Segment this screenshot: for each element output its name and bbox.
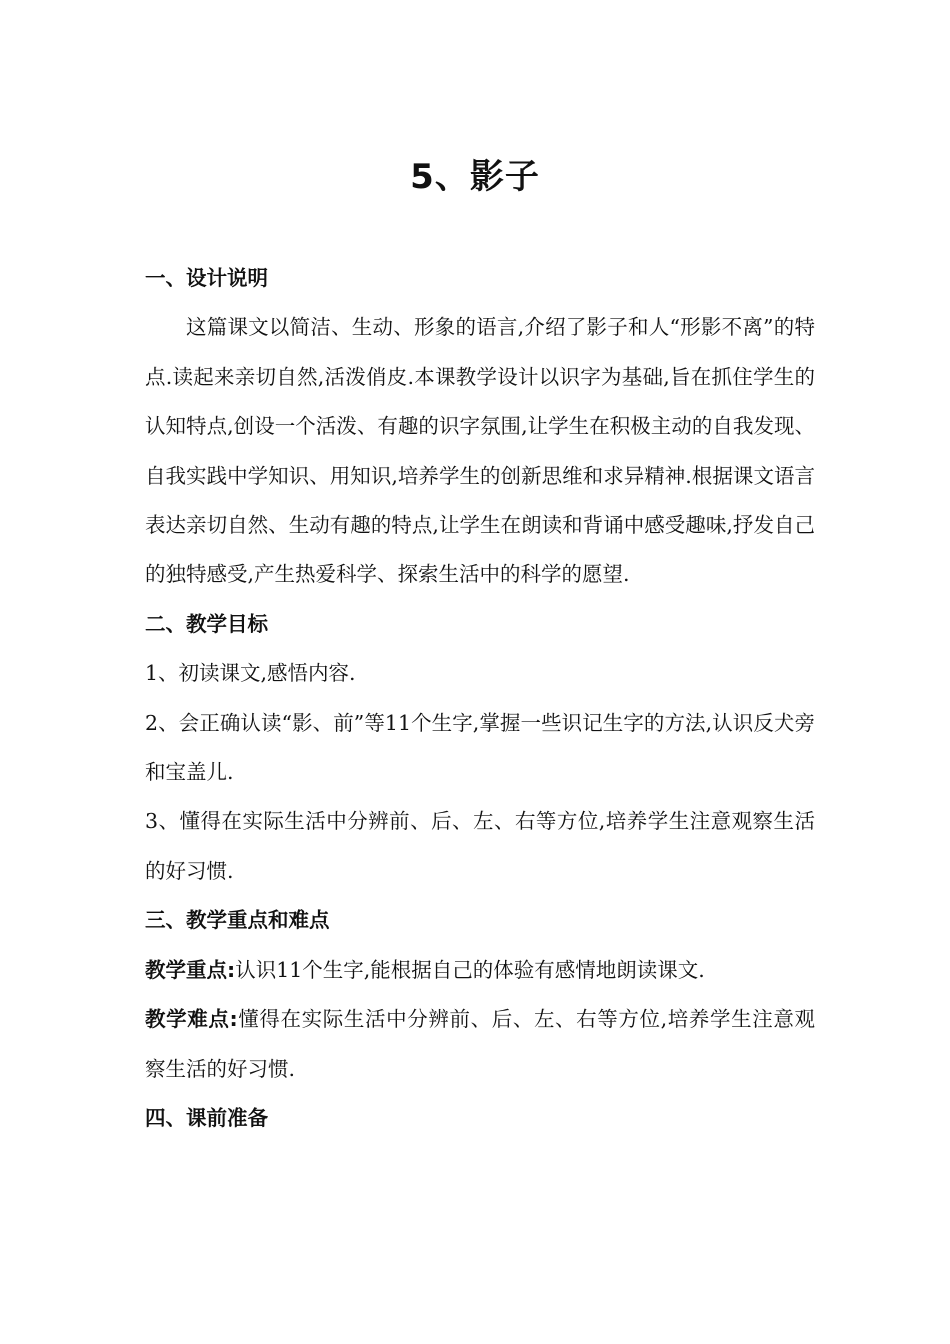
key-point <box>145 946 815 995</box>
section-heading: 二、教学目标 <box>145 611 268 636</box>
goal-item: 2、会正确认读“影、前”等11个生字,掌握一些识记生字的方法,认识反犬旁和宝盖儿. <box>145 710 815 785</box>
document-body <box>145 254 815 1143</box>
difficult-point <box>145 995 815 1094</box>
key-point-text: 认识11个生字,能根据自己的体验有感情地朗读课文. <box>235 957 705 982</box>
section-design-notes <box>145 254 815 600</box>
section-key-and-difficult-points <box>145 896 815 1094</box>
section-heading: 三、教学重点和难点 <box>145 908 330 933</box>
difficult-point-text: 懂得在实际生活中分辨前、后、左、右等方位,培养学生注意观察生活的好习惯. <box>145 1007 815 1081</box>
difficult-point-label: 教学难点: <box>145 1007 238 1032</box>
design-notes-paragraph: 这篇课文以简洁、生动、形象的语言,介绍了影子和人“形影不离”的特点.读起来亲切自然,活泼俏皮.本课教学设计以识字为基础,旨在抓住学生的认知特点,创设一个活泼、有趣的识字氛围,让学生在积极主动的自我发现、自我实践中学知识、用知识,培养学生的创新思维和求异精神.根据课文语言表达亲切自然、生动有趣的特点,让学生在朗读和背诵中感受趣味,抒发自己的独特感受,产生热爱科学、探索生活中的科学的愿望. <box>145 315 815 587</box>
section-teaching-goals <box>145 600 815 896</box>
section-preparation <box>145 1094 815 1143</box>
key-point-label: 教学重点: <box>145 957 236 982</box>
document-title: 5、影子 <box>410 157 540 197</box>
section-heading: 一、设计说明 <box>145 266 268 290</box>
goal-item: 3、懂得在实际生活中分辨前、后、左、右等方位,培养学生注意观察生活的好习惯. <box>145 809 815 883</box>
goal-item: 1、初读课文,感悟内容. <box>145 661 356 686</box>
section-heading: 四、课前准备 <box>145 1105 268 1130</box>
